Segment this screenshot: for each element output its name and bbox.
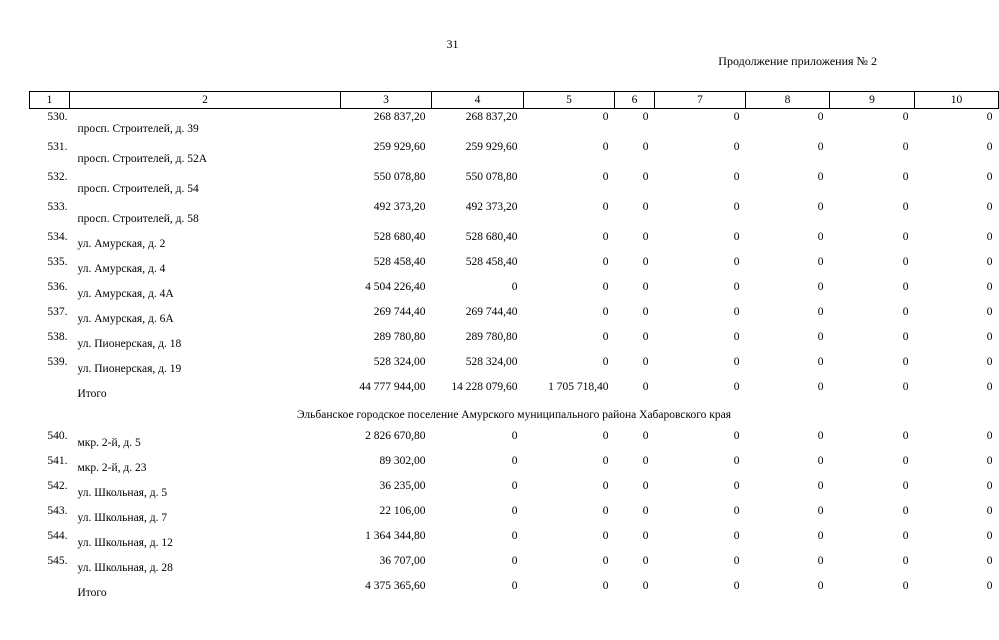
row-number: 536. [47, 280, 68, 293]
cell-c9: 0 [902, 529, 909, 542]
cell-c8: 0 [817, 355, 824, 368]
cell-c9: 0 [902, 255, 909, 268]
row-number: 539. [47, 355, 68, 368]
cell-c9: 0 [902, 280, 909, 293]
cell-c3: 289 780,80 [373, 330, 426, 343]
cell-c9: 0 [902, 429, 909, 442]
cell-c9: 0 [902, 454, 909, 467]
cell-c7: 0 [733, 140, 740, 153]
table-row [30, 428, 999, 453]
cell-c7: 0 [733, 200, 740, 213]
cell-c10: 0 [986, 454, 993, 467]
cell-c4: 259 929,60 [465, 140, 518, 153]
table-row [30, 139, 999, 169]
header-col-5: 5 [524, 92, 615, 109]
cell-c5: 0 [602, 454, 609, 467]
cell-c6: 0 [642, 200, 649, 213]
row-number: 537. [47, 305, 68, 318]
row-address: просп. Строителей, д. 52А [77, 152, 208, 165]
header-col-1: 1 [30, 92, 70, 109]
cell-c3: 259 929,60 [373, 140, 426, 153]
cell-c8: 0 [817, 429, 824, 442]
row-address: ул. Амурская, д. 4 [77, 262, 166, 275]
cell-c3: 2 826 670,80 [365, 429, 426, 442]
row-number: 530. [47, 111, 68, 123]
total-c6: 0 [642, 579, 649, 592]
cell-c3: 1 364 344,80 [365, 529, 426, 542]
cell-c5: 0 [602, 230, 609, 243]
total-c3: 4 375 365,60 [365, 579, 426, 592]
data-table [29, 91, 999, 603]
cell-c3: 22 106,00 [379, 504, 426, 517]
cell-c5: 0 [602, 479, 609, 492]
cell-c6: 0 [642, 529, 649, 542]
row-address: ул. Пионерская, д. 18 [77, 337, 182, 350]
cell-c6: 0 [642, 479, 649, 492]
cell-c8: 0 [817, 554, 824, 567]
total-c4: 14 228 079,60 [451, 380, 518, 393]
cell-c7: 0 [733, 305, 740, 318]
total-c5: 1 705 718,40 [548, 380, 609, 393]
cell-c6: 0 [642, 554, 649, 567]
cell-c10: 0 [986, 230, 993, 243]
cell-c9: 0 [902, 170, 909, 183]
table-body [30, 109, 999, 603]
cell-c7: 0 [733, 355, 740, 368]
total-c10: 0 [986, 380, 993, 393]
total-c7: 0 [733, 380, 740, 393]
row-number: 535. [47, 255, 68, 268]
appendix-note: Продолжение приложения № 2 [718, 54, 877, 68]
cell-c4: 0 [511, 529, 518, 542]
total-c10: 0 [986, 579, 993, 592]
header-col-3: 3 [341, 92, 432, 109]
cell-c8: 0 [817, 255, 824, 268]
table-row [30, 254, 999, 279]
table-header [30, 92, 999, 109]
total-label: Итого [77, 586, 107, 599]
cell-c10: 0 [986, 504, 993, 517]
row-number: 538. [47, 330, 68, 343]
row-address: ул. Амурская, д. 2 [77, 237, 166, 250]
header-col-10: 10 [915, 92, 999, 109]
table-row [30, 478, 999, 503]
cell-c6: 0 [642, 355, 649, 368]
cell-c5: 0 [602, 355, 609, 368]
cell-c6: 0 [642, 170, 649, 183]
row-address: ул. Школьная, д. 12 [77, 536, 173, 549]
blank-cell [30, 379, 70, 404]
total-c9: 0 [902, 579, 909, 592]
cell-c4: 268 837,20 [465, 111, 518, 123]
cell-c10: 0 [986, 111, 993, 123]
cell-c6: 0 [642, 429, 649, 442]
row-number: 540. [47, 429, 68, 442]
cell-c4: 0 [511, 479, 518, 492]
cell-c10: 0 [986, 140, 993, 153]
cell-c3: 492 373,20 [373, 200, 426, 213]
cell-c4: 0 [511, 280, 518, 293]
cell-c7: 0 [733, 454, 740, 467]
section-title: Эльбанское городское поселение Амурского муниципального района Хабаровского края [296, 408, 732, 421]
cell-c9: 0 [902, 554, 909, 567]
cell-c10: 0 [986, 479, 993, 492]
cell-c5: 0 [602, 111, 609, 123]
cell-c7: 0 [733, 230, 740, 243]
header-col-8: 8 [746, 92, 830, 109]
cell-c9: 0 [902, 200, 909, 213]
table-row [30, 453, 999, 478]
cell-c4: 528 324,00 [465, 355, 518, 368]
cell-c10: 0 [986, 280, 993, 293]
row-address: просп. Строителей, д. 58 [77, 212, 199, 225]
header-col-2: 2 [70, 92, 341, 109]
cell-c4: 0 [511, 554, 518, 567]
cell-c8: 0 [817, 504, 824, 517]
table-row [30, 503, 999, 528]
cell-c5: 0 [602, 330, 609, 343]
cell-c4: 528 680,40 [465, 230, 518, 243]
cell-c6: 0 [642, 255, 649, 268]
cell-c9: 0 [902, 330, 909, 343]
cell-c6: 0 [642, 454, 649, 467]
cell-c5: 0 [602, 504, 609, 517]
cell-c5: 0 [602, 554, 609, 567]
blank-cell [30, 578, 70, 603]
cell-c3: 528 324,00 [373, 355, 426, 368]
row-address: ул. Пионерская, д. 19 [77, 362, 182, 375]
table-row [30, 169, 999, 199]
cell-c5: 0 [602, 280, 609, 293]
cell-c3: 269 744,40 [373, 305, 426, 318]
cell-c3: 36 235,00 [379, 479, 426, 492]
cell-c7: 0 [733, 255, 740, 268]
table-row [30, 528, 999, 553]
table-row [30, 329, 999, 354]
total-c3: 44 777 944,00 [359, 380, 426, 393]
table-row [30, 354, 999, 379]
cell-c8: 0 [817, 170, 824, 183]
cell-c10: 0 [986, 529, 993, 542]
row-address: мкр. 2-й, д. 23 [77, 461, 147, 474]
row-address: ул. Школьная, д. 5 [77, 486, 168, 499]
cell-c4: 0 [511, 429, 518, 442]
total-c4: 0 [511, 579, 518, 592]
row-address: ул. Амурская, д. 6А [77, 312, 174, 325]
row-number: 544. [47, 529, 68, 542]
row-number: 541. [47, 454, 68, 467]
cell-c7: 0 [733, 504, 740, 517]
cell-c9: 0 [902, 479, 909, 492]
table-row [30, 229, 999, 254]
cell-c9: 0 [902, 355, 909, 368]
cell-c4: 550 078,80 [465, 170, 518, 183]
cell-c5: 0 [602, 140, 609, 153]
total-label: Итого [77, 387, 107, 400]
row-number: 531. [47, 140, 68, 153]
cell-c5: 0 [602, 170, 609, 183]
cell-c7: 0 [733, 280, 740, 293]
row-address: просп. Строителей, д. 39 [77, 122, 199, 135]
total-c8: 0 [817, 579, 824, 592]
cell-c10: 0 [986, 330, 993, 343]
cell-c8: 0 [817, 280, 824, 293]
cell-c8: 0 [817, 111, 824, 123]
cell-c8: 0 [817, 454, 824, 467]
table-row [30, 109, 999, 139]
cell-c7: 0 [733, 429, 740, 442]
cell-c7: 0 [733, 170, 740, 183]
cell-c6: 0 [642, 330, 649, 343]
row-number: 533. [47, 200, 68, 213]
header-col-7: 7 [655, 92, 746, 109]
total-c8: 0 [817, 380, 824, 393]
cell-c4: 0 [511, 454, 518, 467]
total-c9: 0 [902, 380, 909, 393]
table-row [30, 279, 999, 304]
total-c6: 0 [642, 380, 649, 393]
cell-c8: 0 [817, 529, 824, 542]
cell-c10: 0 [986, 255, 993, 268]
cell-c6: 0 [642, 140, 649, 153]
cell-c4: 269 744,40 [465, 305, 518, 318]
cell-c10: 0 [986, 305, 993, 318]
cell-c5: 0 [602, 255, 609, 268]
cell-c3: 36 707,00 [379, 554, 426, 567]
cell-c7: 0 [733, 529, 740, 542]
cell-c6: 0 [642, 305, 649, 318]
cell-c4: 0 [511, 504, 518, 517]
cell-c8: 0 [817, 200, 824, 213]
cell-c6: 0 [642, 504, 649, 517]
cell-c5: 0 [602, 200, 609, 213]
cell-c10: 0 [986, 429, 993, 442]
cell-c8: 0 [817, 479, 824, 492]
table-row [30, 304, 999, 329]
cell-c10: 0 [986, 554, 993, 567]
table-row [30, 553, 999, 578]
cell-c6: 0 [642, 230, 649, 243]
total-c7: 0 [733, 579, 740, 592]
cell-c3: 268 837,20 [373, 111, 426, 123]
table-row [30, 199, 999, 229]
page-number: 31 [446, 37, 459, 51]
cell-c7: 0 [733, 330, 740, 343]
cell-c9: 0 [902, 504, 909, 517]
row-number: 542. [47, 479, 68, 492]
cell-c9: 0 [902, 140, 909, 153]
row-address: ул. Школьная, д. 28 [77, 561, 173, 574]
cell-c10: 0 [986, 170, 993, 183]
total-c5: 0 [602, 579, 609, 592]
cell-c5: 0 [602, 529, 609, 542]
row-address: ул. Амурская, д. 4А [77, 287, 174, 300]
cell-c7: 0 [733, 479, 740, 492]
section-row [30, 404, 999, 428]
cell-c6: 0 [642, 111, 649, 123]
cell-c6: 0 [642, 280, 649, 293]
cell-c3: 550 078,80 [373, 170, 426, 183]
cell-c3: 528 680,40 [373, 230, 426, 243]
cell-c9: 0 [902, 305, 909, 318]
cell-c9: 0 [902, 111, 909, 123]
header-col-9: 9 [830, 92, 915, 109]
cell-c4: 492 373,20 [465, 200, 518, 213]
cell-c8: 0 [817, 140, 824, 153]
cell-c8: 0 [817, 330, 824, 343]
row-number: 543. [47, 504, 68, 517]
row-address: просп. Строителей, д. 54 [77, 182, 199, 195]
header-col-6: 6 [615, 92, 655, 109]
cell-c7: 0 [733, 111, 740, 123]
row-address: мкр. 2-й, д. 5 [77, 436, 141, 449]
cell-c3: 528 458,40 [373, 255, 426, 268]
row-number: 534. [47, 230, 68, 243]
row-address: ул. Школьная, д. 7 [77, 511, 168, 524]
cell-c8: 0 [817, 305, 824, 318]
header-col-4: 4 [432, 92, 524, 109]
cell-c5: 0 [602, 305, 609, 318]
cell-c5: 0 [602, 429, 609, 442]
row-number: 545. [47, 554, 68, 567]
cell-c3: 4 504 226,40 [365, 280, 426, 293]
cell-c10: 0 [986, 200, 993, 213]
cell-c10: 0 [986, 355, 993, 368]
cell-c3: 89 302,00 [379, 454, 426, 467]
cell-c4: 528 458,40 [465, 255, 518, 268]
row-number: 532. [47, 170, 68, 183]
total-row [30, 379, 999, 404]
cell-c9: 0 [902, 230, 909, 243]
cell-c8: 0 [817, 230, 824, 243]
cell-c7: 0 [733, 554, 740, 567]
total-row [30, 578, 999, 603]
cell-c4: 289 780,80 [465, 330, 518, 343]
